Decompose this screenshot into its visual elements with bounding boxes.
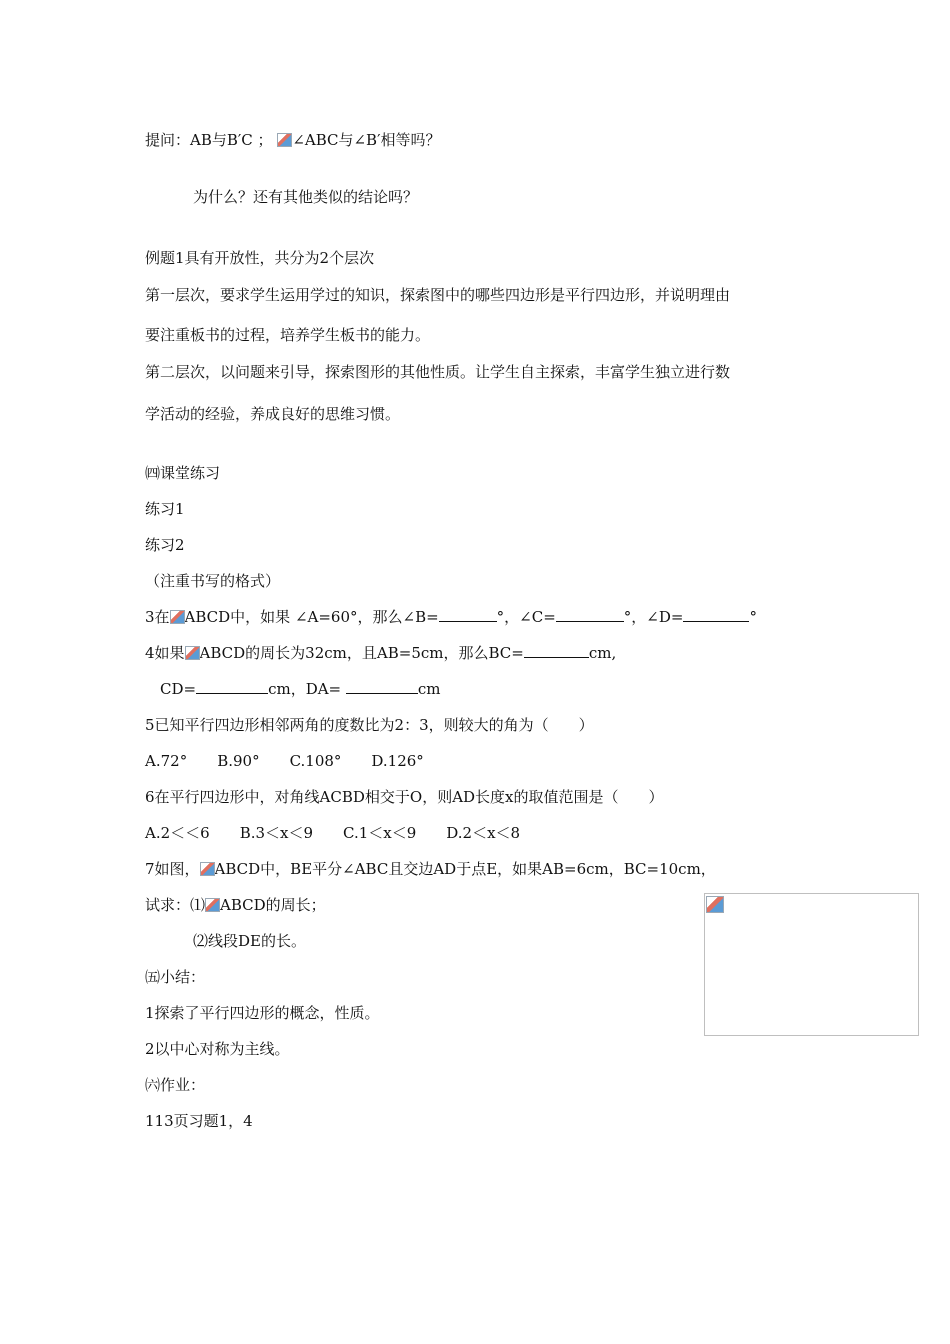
answer-blank [439,607,497,622]
paragraph: 第二层次，以问题来引导，探索图形的其他性质。让学生自主探索，丰富学生独立进行数 [145,363,731,381]
text: ° [749,608,757,626]
parallelogram-symbol-icon [170,610,185,624]
text: CD= [160,680,197,698]
text: 7如图， [145,860,200,878]
paragraph: 113页习题1，4 [145,1112,253,1130]
question-7-part-1 [145,895,326,915]
parallelogram-symbol-icon [205,898,220,912]
text: 提问：AB与B′C ； [145,131,273,149]
text: ABCD的周长； [220,896,326,914]
text: ∠ABC与∠B′相等吗？ [292,131,441,149]
paragraph: 第一层次，要求学生运用学过的知识，探索图中的哪些四边形是平行四边形，并说明理由 [145,286,731,304]
question-6-options: A.2＜＜6 B.3＜x＜9 C.1＜x＜9 D.2＜x＜8 [145,824,521,842]
paragraph: 要注重板书的过程，培养学生板书的能力。 [145,326,431,344]
section-heading: ㈤小结： [145,968,206,986]
paragraph: 练习1 [145,500,185,518]
image-placeholder-icon [277,133,292,147]
paragraph: 练习2 [145,536,185,554]
question-5: 5已知平行四边形相邻两角的度数比为2：3，则较大的角为（ ） [145,716,594,734]
answer-blank [196,679,268,694]
broken-image-icon [706,896,724,913]
text: cm [417,680,441,698]
text: 4如果 [145,644,185,662]
question-5-options: A.72° B.90° C.108° D.126° [145,752,424,770]
paragraph: 2以中心对称为主线。 [145,1040,290,1058]
question-6: 6在平行四边形中，对角线ACBD相交于O，则AD长度x的取值范围是（ ） [145,788,664,806]
paragraph: 例题1具有开放性，共分为2个层次 [145,249,375,267]
question-line [145,130,441,150]
answer-blank [556,607,624,622]
text: cm, [588,644,617,662]
parallelogram-symbol-icon [200,862,215,876]
text: 3在 [145,608,170,626]
question-7 [145,859,716,879]
paragraph: 为什么？还有其他类似的结论吗？ [193,188,419,206]
question-7-part-2: ⑵线段DE的长。 [193,932,306,950]
answer-blank [346,679,418,694]
text: 试求：⑴ [145,896,206,914]
section-heading: ㈥作业： [145,1076,206,1094]
text: ABCD中，如果 ∠A=60°，那么∠B= [184,608,439,626]
paragraph: 1探索了平行四边形的概念，性质。 [145,1004,380,1022]
text: cm，DA= [268,680,346,698]
question-4 [145,643,616,663]
paragraph: 学活动的经验，养成良好的思维习惯。 [145,405,401,423]
text: ABCD中，BE平分∠ABC且交边AD于点E，如果AB=6cm，BC=10cm， [214,860,716,878]
question-3 [145,607,757,627]
section-heading: ㈣课堂练习 [145,464,221,482]
paragraph: （注重书写的格式） [145,572,281,590]
text: ABCD的周长为32cm，且AB=5cm，那么BC= [199,644,524,662]
question-4-continued [160,679,441,699]
text: °，∠C= [496,608,556,626]
figure-frame [704,893,919,1036]
answer-blank [683,607,749,622]
answer-blank [524,643,589,658]
text: °，∠D= [623,608,684,626]
parallelogram-symbol-icon [185,646,200,660]
